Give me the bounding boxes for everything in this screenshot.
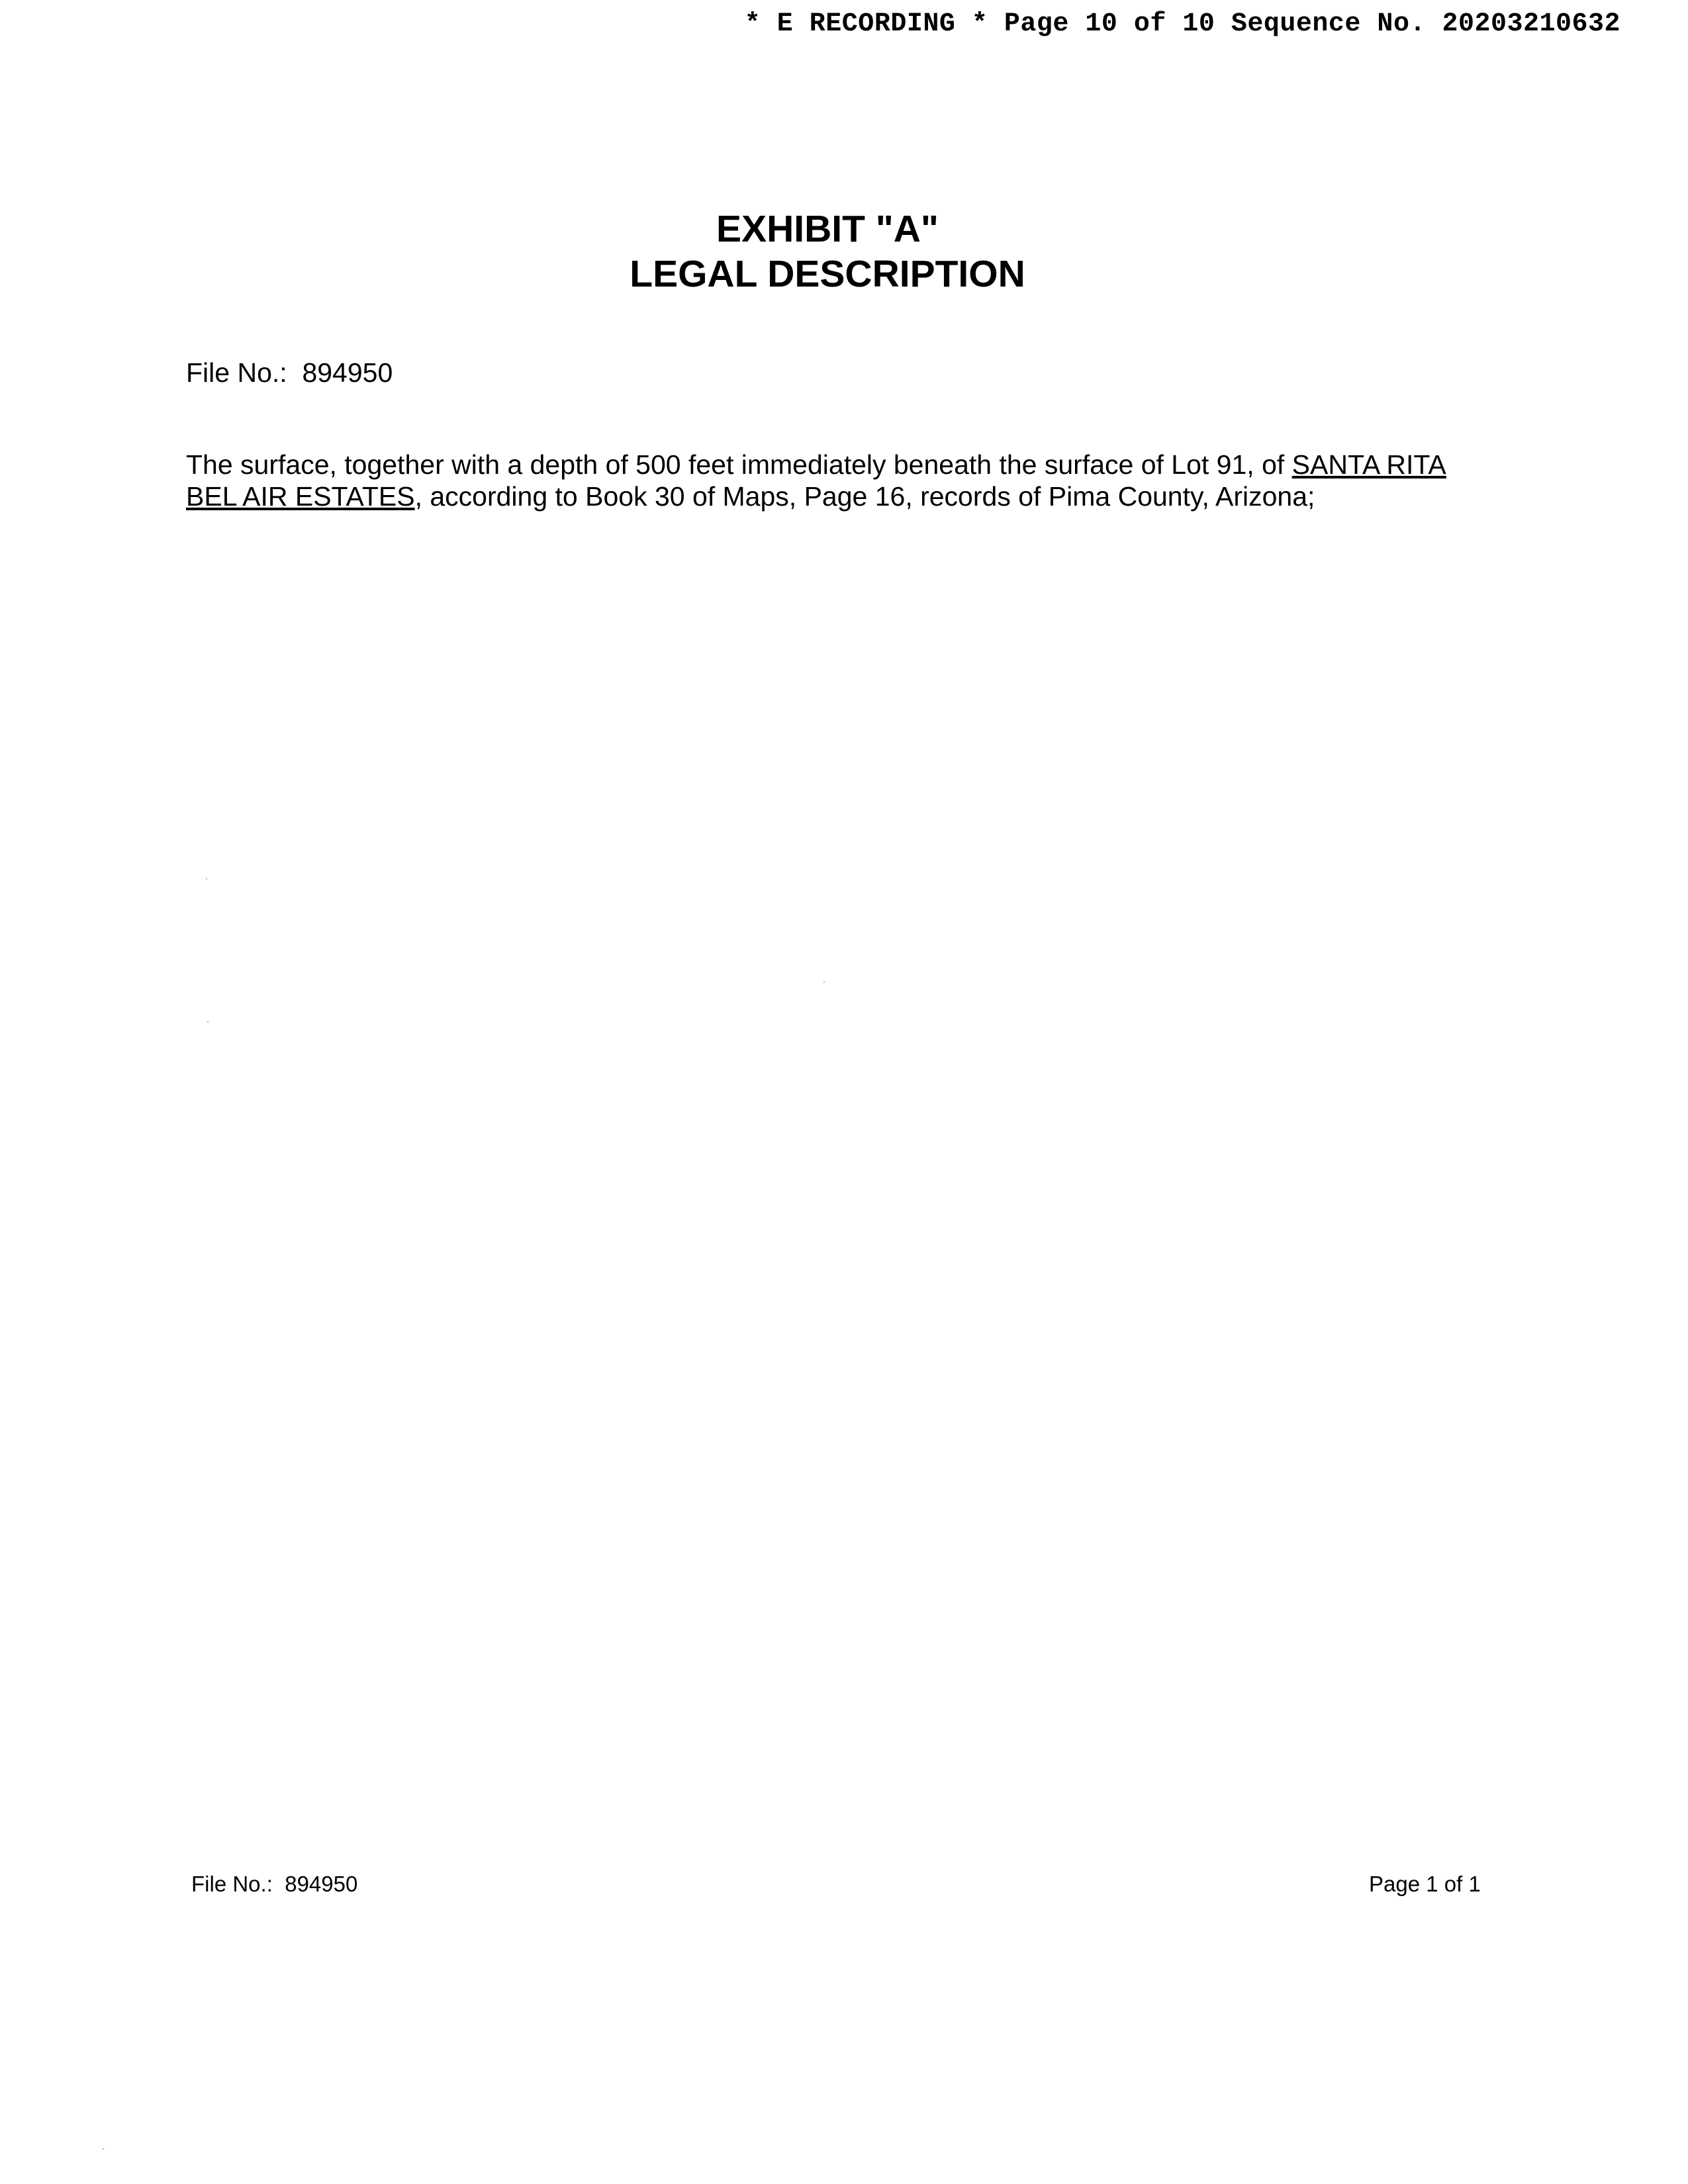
footer-file-number bbox=[191, 1872, 357, 1897]
exhibit-title: EXHIBIT "A" bbox=[716, 208, 939, 250]
file-number-value: 894950 bbox=[302, 357, 393, 388]
legal-description-line-1 bbox=[186, 449, 1510, 480]
scan-speck bbox=[206, 878, 207, 880]
footer-file-value: 894950 bbox=[285, 1872, 358, 1896]
subdivision-name-part-2: BEL AIR ESTATES bbox=[186, 481, 415, 512]
footer-file-label: File No.: bbox=[191, 1872, 273, 1896]
legal-description-title: LEGAL DESCRIPTION bbox=[630, 253, 1025, 295]
legal-description-line-2 bbox=[186, 480, 1510, 512]
legal-description-recording-reference: , according to Book 30 of Maps, Page 16, records of Pima County, Arizona; bbox=[414, 481, 1315, 512]
file-number bbox=[186, 357, 393, 388]
legal-description-text: The surface, together with a depth of 500 feet immediately beneath the surface of Lot 91, of bbox=[186, 449, 1292, 480]
file-number-label: File No.: bbox=[186, 357, 287, 388]
recording-stamp: * E RECORDING * Page 10 of 10 Sequence No. 20203210632 bbox=[744, 9, 1620, 39]
footer-page-number: Page 1 of 1 bbox=[1369, 1872, 1481, 1896]
legal-description-body bbox=[186, 449, 1510, 512]
scan-speck bbox=[103, 2148, 104, 2150]
scan-speck bbox=[823, 981, 825, 983]
scan-speck bbox=[207, 1021, 209, 1023]
subdivision-name-part-1: SANTA RITA bbox=[1291, 449, 1446, 480]
